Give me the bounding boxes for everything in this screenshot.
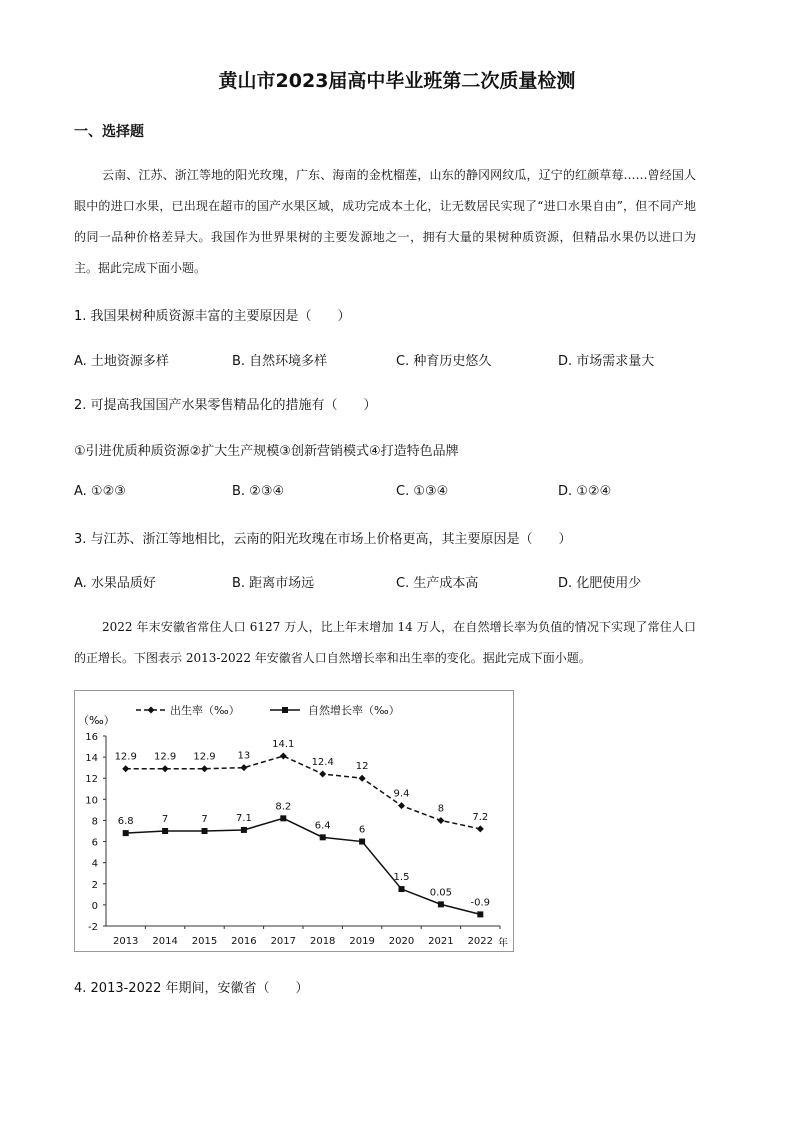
x-axis-unit: 年 bbox=[498, 938, 508, 949]
legend-natural-growth-marker bbox=[282, 707, 288, 713]
birth-rate-data-label: 9.4 bbox=[393, 788, 410, 800]
natural-growth-rate-data-label: 7.1 bbox=[235, 812, 252, 824]
natural-growth-rate-data-label: 8.2 bbox=[275, 801, 292, 813]
x-tick-label: 2018 bbox=[309, 936, 336, 947]
birth-rate-data-label: 12.4 bbox=[311, 757, 334, 768]
q2-option-b: B. ②③④ bbox=[232, 484, 285, 499]
birth-rate-data-label: 8 bbox=[437, 803, 445, 815]
legend-birth-rate-label: 出生率（‰） bbox=[170, 704, 240, 717]
q3-option-b: B. 距离市场远 bbox=[232, 576, 315, 591]
y-tick-label: 8 bbox=[91, 816, 98, 828]
natural-growth-rate-data-label: 1.5 bbox=[393, 872, 410, 884]
x-tick-label: 2021 bbox=[428, 936, 454, 947]
x-tick-label: 2017 bbox=[270, 936, 297, 947]
natural-growth-rate-point bbox=[438, 901, 444, 907]
question-1-stem: 1. 我国果树种质资源丰富的主要原因是（ ） bbox=[74, 309, 351, 324]
question-4-stem: 4. 2013-2022 年期间，安徽省（ ） bbox=[74, 981, 309, 996]
x-tick-label: 2016 bbox=[231, 936, 257, 947]
y-tick-label: 14 bbox=[85, 753, 98, 765]
y-tick-label: -2 bbox=[88, 922, 98, 933]
birth-rate-data-label: 7.2 bbox=[472, 811, 489, 823]
natural-growth-rate-data-label: 7 bbox=[161, 814, 169, 825]
natural-growth-rate-data-label: 6 bbox=[358, 824, 366, 836]
y-tick-label: 6 bbox=[91, 837, 98, 849]
natural-growth-rate-data-label: 6.8 bbox=[117, 816, 134, 828]
natural-growth-rate-point bbox=[359, 839, 365, 845]
q2-option-d: D. ①②④ bbox=[558, 484, 612, 499]
chart-frame bbox=[75, 691, 514, 952]
passage-1: 云南、江苏、浙江等地的阳光玫瑰，广东、海南的金枕榴莲，山东的静冈网纹瓜，辽宁的红颜草莓……曾经国人眼中的进口水果，已出现在超市的国产水果区域，成功完成本土化，让无数居民实现了“进口水果自由”，但不同产地的同一品种价格差异大。我国作为世界果树的主要发源地之一，拥有大量的果树种质资源，但精品水果仍以进口为主。据此完成下面小题。 bbox=[74, 168, 696, 275]
natural-growth-rate-data-label: -0.9 bbox=[470, 897, 491, 909]
q3-option-c: C. 生产成本高 bbox=[396, 576, 479, 591]
y-tick-label: 2 bbox=[91, 879, 98, 891]
x-tick-label: 2019 bbox=[349, 936, 375, 947]
x-tick-label: 2015 bbox=[191, 936, 218, 947]
x-tick-label: 2022 bbox=[467, 936, 494, 947]
natural-growth-rate-point bbox=[241, 827, 247, 833]
q2-option-a: A. ①②③ bbox=[74, 484, 126, 499]
natural-growth-rate-point bbox=[202, 828, 208, 834]
natural-growth-rate-point bbox=[477, 911, 483, 917]
x-tick-label: 2020 bbox=[388, 936, 415, 947]
birth-rate-data-label: 12.9 bbox=[193, 751, 216, 763]
q1-option-d: D. 市场需求量大 bbox=[558, 354, 655, 369]
legend-natural-growth-label: 自然增长率（‰） bbox=[308, 704, 400, 717]
y-tick-label: 16 bbox=[85, 732, 98, 743]
q1-option-a: A. 土地资源多样 bbox=[74, 354, 169, 369]
page-title: 黄山市2023届高中毕业班第二次质量检测 bbox=[218, 70, 576, 92]
passage-2: 2022 年末安徽省常住人口 6127 万人，比上年末增加 14 万人，在自然增长率为负值的情况下实现了常住人口的正增长。下图表示 2013-2022 年安徽省人口自然增长率和出生率的变化。据此完成下面小题。 bbox=[74, 620, 696, 665]
birth-rate-data-label: 14.1 bbox=[272, 739, 295, 751]
q2-option-c: C. ①③④ bbox=[396, 484, 449, 499]
y-tick-label: 4 bbox=[91, 858, 98, 870]
natural-growth-rate-data-label: 7 bbox=[201, 814, 208, 825]
q3-option-d: D. 化肥使用少 bbox=[558, 576, 642, 591]
question-2-statements: ①引进优质种质资源②扩大生产规模③创新营销模式④打造特色品牌 bbox=[74, 444, 459, 459]
natural-growth-rate-data-label: 0.05 bbox=[429, 887, 453, 899]
natural-growth-rate-point bbox=[399, 886, 405, 892]
y-tick-label: 10 bbox=[85, 795, 98, 807]
question-3-stem: 3. 与江苏、浙江等地相比，云南的阳光玫瑰在市场上价格更高，其主要原因是（ ） bbox=[74, 532, 572, 547]
x-tick-label: 2014 bbox=[152, 936, 178, 947]
question-2-stem: 2. 可提高我国国产水果零售精品化的措施有（ ） bbox=[74, 398, 377, 413]
y-tick-label: 12 bbox=[85, 774, 98, 786]
birth-rate-data-label: 12.9 bbox=[114, 751, 137, 763]
x-tick-label: 2013 bbox=[112, 936, 139, 947]
section-heading: 一、选择题 bbox=[74, 124, 144, 140]
y-axis-unit: （‰） bbox=[78, 714, 115, 727]
birth-rate-data-label: 13 bbox=[237, 750, 251, 762]
population-rate-chart bbox=[74, 690, 514, 952]
birth-rate-data-label: 12.9 bbox=[153, 751, 177, 763]
y-tick-label: 0 bbox=[91, 900, 98, 912]
q1-option-b: B. 自然环境多样 bbox=[232, 354, 328, 369]
natural-growth-rate-point bbox=[280, 815, 286, 821]
q1-option-c: C. 种育历史悠久 bbox=[396, 354, 492, 369]
natural-growth-rate-point bbox=[123, 830, 129, 836]
natural-growth-rate-point bbox=[162, 828, 168, 834]
q3-option-a: A. 水果品质好 bbox=[74, 576, 156, 591]
natural-growth-rate-data-label: 6.4 bbox=[314, 820, 331, 832]
natural-growth-rate-point bbox=[320, 834, 326, 840]
birth-rate-data-label: 12 bbox=[355, 761, 369, 773]
